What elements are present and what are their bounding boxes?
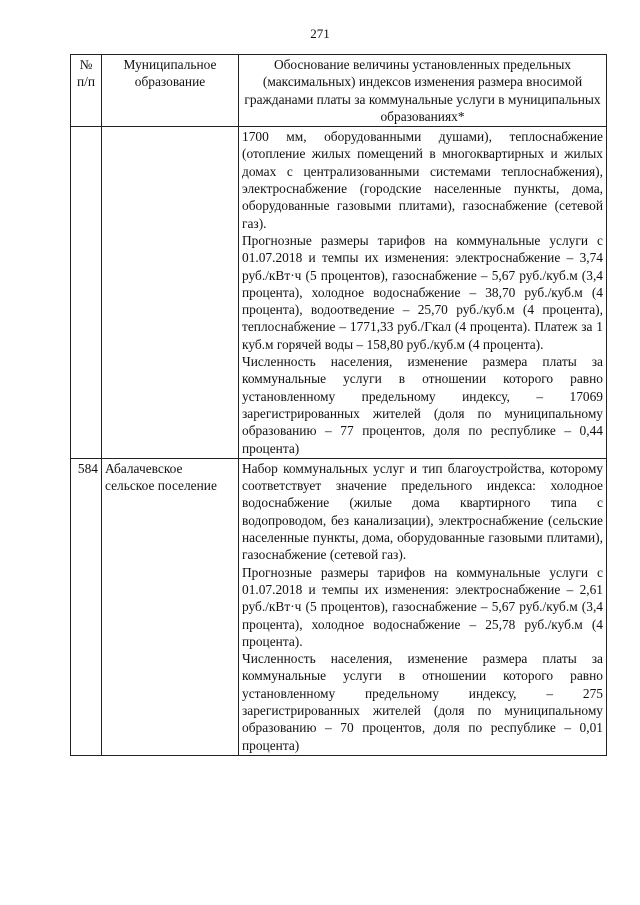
- row-municipality: Абалачевское сельское поселение: [102, 458, 239, 755]
- table-row: [71, 458, 607, 755]
- row-justification: [239, 458, 607, 755]
- header-num: № п/п: [71, 55, 102, 127]
- justification-paragraph: Численность населения, изменение размера платы за коммунальные услуги в отношении которого равно установленному предельному индексу, – 275 зарегистрированных жителей (доля по муниципальному образованию – 70 процентов, доля по республике – 0,01 процента): [242, 651, 603, 753]
- row-justification: [239, 127, 607, 459]
- justification-paragraph: Прогнозные размеры тарифов на коммунальные услуги с 01.07.2018 и темпы их изменения: электроснабжение – 2,61 руб./кВт·ч (5 процентов), газоснабжение – 5,67 руб./куб.м (3,4 процента), холодное водоснабжение – 25,78 руб./куб.м (4 процента).: [242, 564, 603, 649]
- tariff-table: [70, 54, 607, 756]
- justification-paragraph: Набор коммунальных услуг и тип благоустройства, которому соответствует значение предельного индекса: холодное водоснабжение (жилые дома квартирного типа с водопроводом, без канализации), электроснабжение (сельские населенные пункты, дома, оборудованные газовыми плитами), газоснабжение (сетевой газ).: [242, 460, 603, 563]
- justification-paragraph: Прогнозные размеры тарифов на коммунальные услуги с 01.07.2018 и темпы их изменения: электроснабжение – 3,74 руб./кВт·ч (5 процентов), газоснабжение – 5,67 руб./куб.м (3,4 процента), холодное водоснабжение – 38,70 руб./куб.м (4 процента), водоотведение – 25,70 руб./куб.м (4 процента), теплоснабжение – 1771,33 руб./Гкал (4 процента). Платеж за 1 куб.м горячей воды – 158,80 руб./куб.м (4 процента).: [242, 232, 603, 352]
- table-row: [71, 127, 607, 459]
- page-number: 271: [310, 26, 330, 41]
- header-municipality: Муниципальное образование: [102, 55, 239, 127]
- table-header: [71, 55, 607, 127]
- justification-paragraph: Численность населения, изменение размера платы за коммунальные услуги в отношении которого равно установленному предельному индексу, – 17069 зарегистрированных жителей (доля по муниципальному образованию – 77 процентов, доля по республике – 0,44 процента): [242, 354, 603, 456]
- row-num: 584: [71, 458, 102, 755]
- row-municipality: [102, 127, 239, 459]
- row-num: [71, 127, 102, 459]
- header-justification: Обоснование величины установленных предельных (максимальных) индексов изменения размера вносимой гражданами платы за коммунальные услуги в муниципальных образованиях*: [239, 55, 607, 127]
- justification-paragraph: 1700 мм, оборудованными душами), теплоснабжение (отопление жилых помещений в многоквартирных и жилых домах с централизованными системами теплоснабжения), электроснабжение (городские населенные пункты, дома, оборудованные газовыми плитами), газоснабжение (сетевой газ).: [242, 129, 603, 231]
